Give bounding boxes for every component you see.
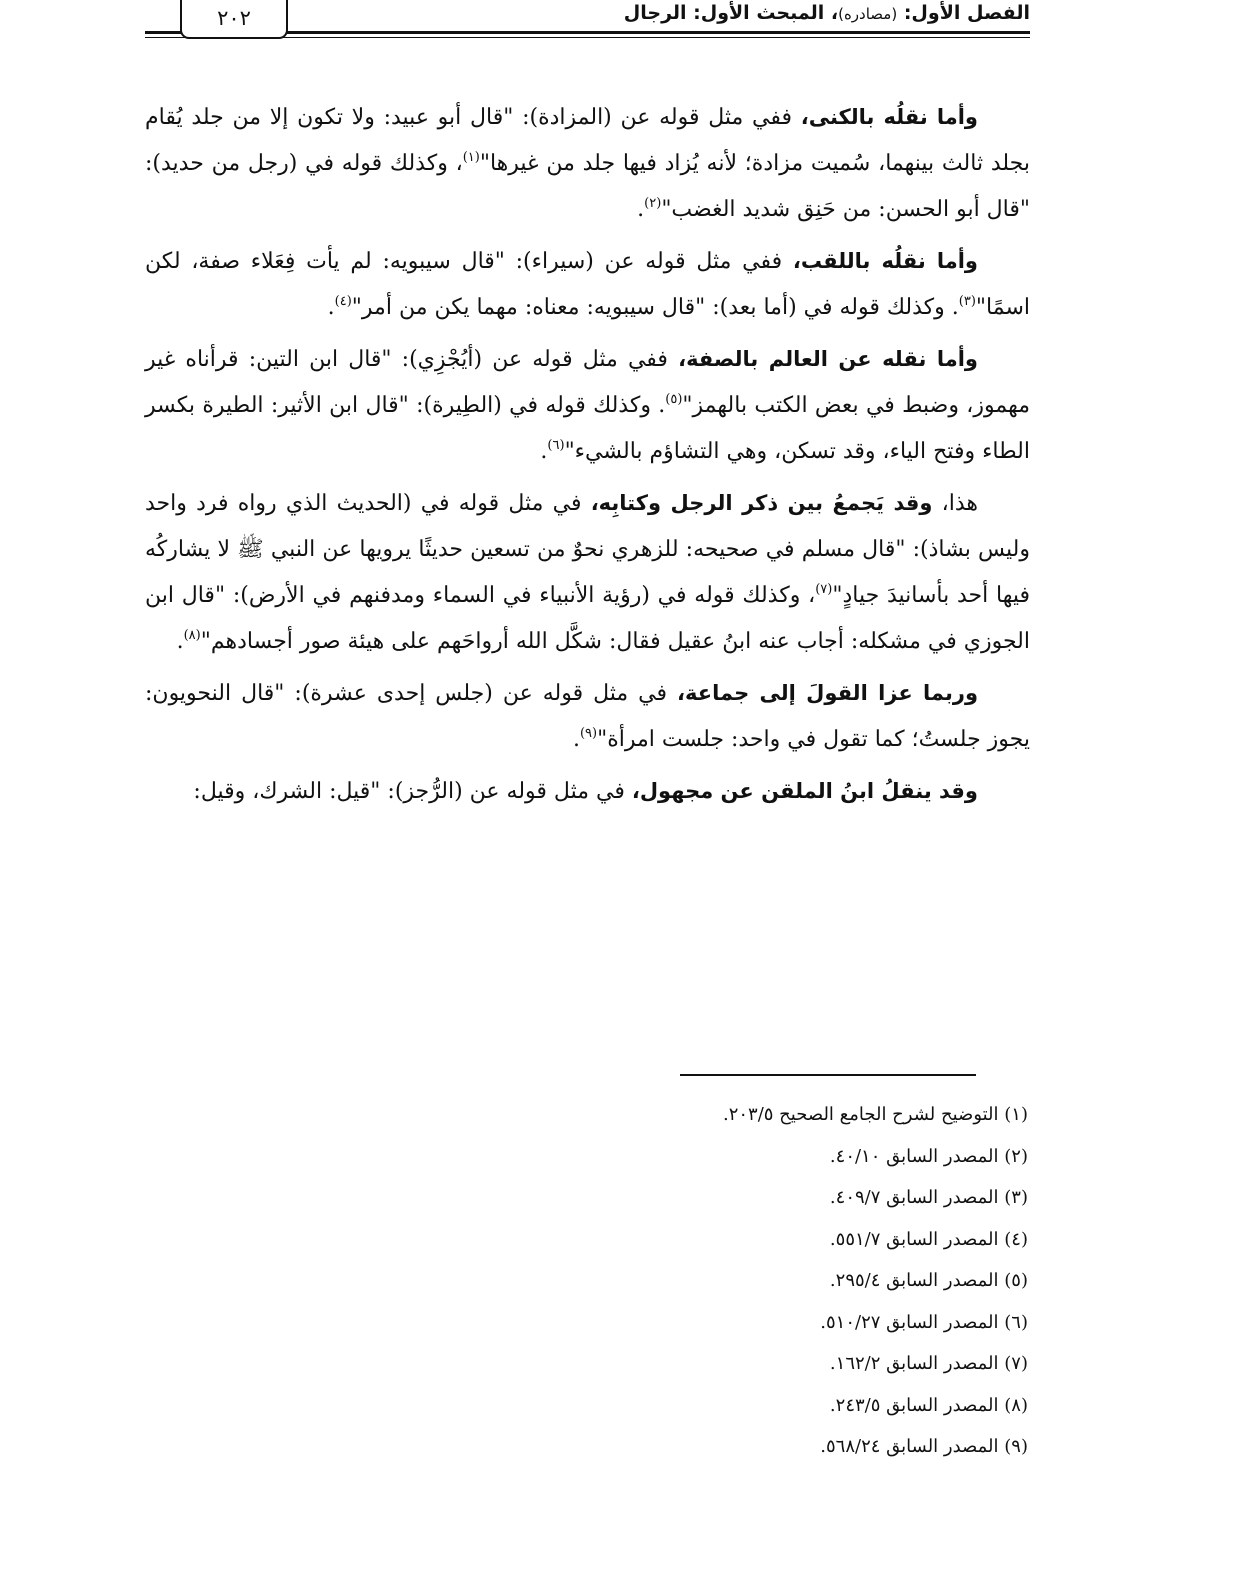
paragraph-text: . — [572, 727, 580, 752]
footnote: (٥) المصدر السابق ٢٩٥/٤. — [829, 1270, 1028, 1291]
paragraph — [145, 238, 1030, 331]
footnote-ref: (٦) — [547, 438, 565, 453]
paragraph-lead: وأما نقلُه بالكنى، — [800, 105, 978, 129]
body-text — [145, 94, 1030, 820]
paragraph-text: . وكذلك قوله في (أما بعد): "قال سيبويه: معناه: مهما يكن من أمر" — [351, 295, 959, 320]
paragraph-text: . — [327, 295, 335, 320]
paragraph-lead: وأما نقله عن العالم بالصفة، — [678, 347, 978, 371]
footnote: (٩) المصدر السابق ٥٦٨/٢٤. — [820, 1436, 1028, 1457]
chapter-paren: (مصادره) — [838, 5, 898, 23]
paragraph-text: . وكذلك قوله في (الطِيرة): "قال ابن الأثير: الطيرة بكسر الطاء وفتح الياء، وقد تسكن، وهي التشاؤم بالشيء" — [145, 393, 1030, 464]
paragraph-text: هذا، — [932, 491, 979, 516]
footnote-ref: (٤) — [334, 294, 352, 309]
footnote-ref: (٩) — [579, 726, 598, 741]
footnote-ref: (٨) — [183, 628, 201, 643]
paragraph-text: ، وكذلك قوله في (رجل من حديد): "قال أبو الحسن: من حَنِق شديد الغضب" — [145, 151, 1030, 222]
footnote: (١) التوضيح لشرح الجامع الصحيح ٢٠٣/٥. — [722, 1104, 1028, 1125]
paragraph-lead: وربما عزا القولَ إلى جماعة، — [677, 681, 979, 705]
paragraph-text: في مثل قوله في (الحديث الذي رواه فرد واحد وليس بشاذ): "قال مسلم في صحيحه: للزهري نحوٌ من تسعين حديثًا يرويها عن النبي ﷺ لا يشاركُه فيها أحد بأسانيدَ جيادٍ" — [145, 491, 1030, 608]
paragraph-text: ففي مثل قوله عن (سيراء): "قال سيبويه: لم يأت فِعَلاء صفة، لكن اسمًا" — [145, 249, 1030, 320]
footnote-ref: (٣) — [958, 294, 976, 309]
paragraph-text: ، وكذلك قوله في (رؤية الأنبياء في السماء ومدفنهم في الأرض): "قال ابن الجوزي في مشكله: أجاب عنه ابنُ عقيل فقال: شكَّل الله أرواحَهم على هيئة صور أجسادهم" — [145, 583, 1030, 654]
paragraph — [145, 336, 1030, 475]
footnote-separator — [680, 1074, 976, 1076]
paragraph — [145, 480, 1030, 665]
footnote-ref: (٥) — [665, 392, 683, 407]
footnotes — [428, 1094, 1028, 1468]
paragraph — [145, 768, 1030, 815]
footnote-ref: (٢) — [644, 196, 662, 211]
paragraph-lead: وأما نقلُه باللقب، — [792, 249, 978, 273]
paragraph-text: في مثل قوله عن (جلس إحدى عشرة): "قال النحويون: يجوز جلستُ؛ كما تقول في واحد: جلست امرأة" — [145, 681, 1030, 752]
running-title — [624, 2, 1030, 24]
paragraph-text: ففي مثل قوله عن (أيُجْزِي): "قال ابن التين: قرأناه غير مهموز، وضبط في بعض الكتب بالهمز" — [145, 347, 1031, 418]
footnote: (٦) المصدر السابق ٥١٠/٢٧. — [820, 1311, 1028, 1333]
footnote-ref: (٧) — [815, 582, 833, 597]
paragraph-text: ففي مثل قوله عن (المزادة): "قال أبو عبيد: ولا تكون إلا من جلد يُقام بجلد ثالث بينهما، سُميت مزادة؛ لأنه يُزاد فيها جلد من غيرها" — [145, 105, 1030, 176]
footnote: (٢) المصدر السابق ٤٠/١٠. — [829, 1145, 1028, 1167]
paragraph-text: . — [540, 439, 548, 464]
page-number: ٢٠٢ — [180, 0, 288, 39]
paragraph-text: . — [176, 629, 184, 654]
chapter-label: الفصل الأول: — [897, 2, 1030, 24]
paragraph-lead: وقد يَجمعُ بين ذكر الرجل وكتابِه، — [590, 491, 933, 515]
paragraph-lead: وقد ينقلُ ابنُ الملقن عن مجهول، — [631, 779, 978, 803]
paragraph — [145, 670, 1030, 763]
section-label: ، المبحث الأول: الرجال — [623, 2, 839, 24]
footnote: (٣) المصدر السابق ٤٠٩/٧. — [829, 1187, 1028, 1208]
footnote-ref: (١) — [462, 150, 480, 165]
paragraph-text: في مثل قوله عن (الرُّجز): "قيل: الشرك، وقيل: — [193, 779, 632, 804]
paragraph — [145, 94, 1030, 233]
paragraph-text: . — [637, 197, 645, 222]
footnote: (٨) المصدر السابق ٢٤٣/٥. — [829, 1394, 1028, 1416]
footnote: (٤) المصدر السابق ٥٥١/٧. — [829, 1228, 1028, 1250]
page-header — [145, 0, 1030, 46]
footnote: (٧) المصدر السابق ١٦٢/٢. — [829, 1353, 1028, 1374]
